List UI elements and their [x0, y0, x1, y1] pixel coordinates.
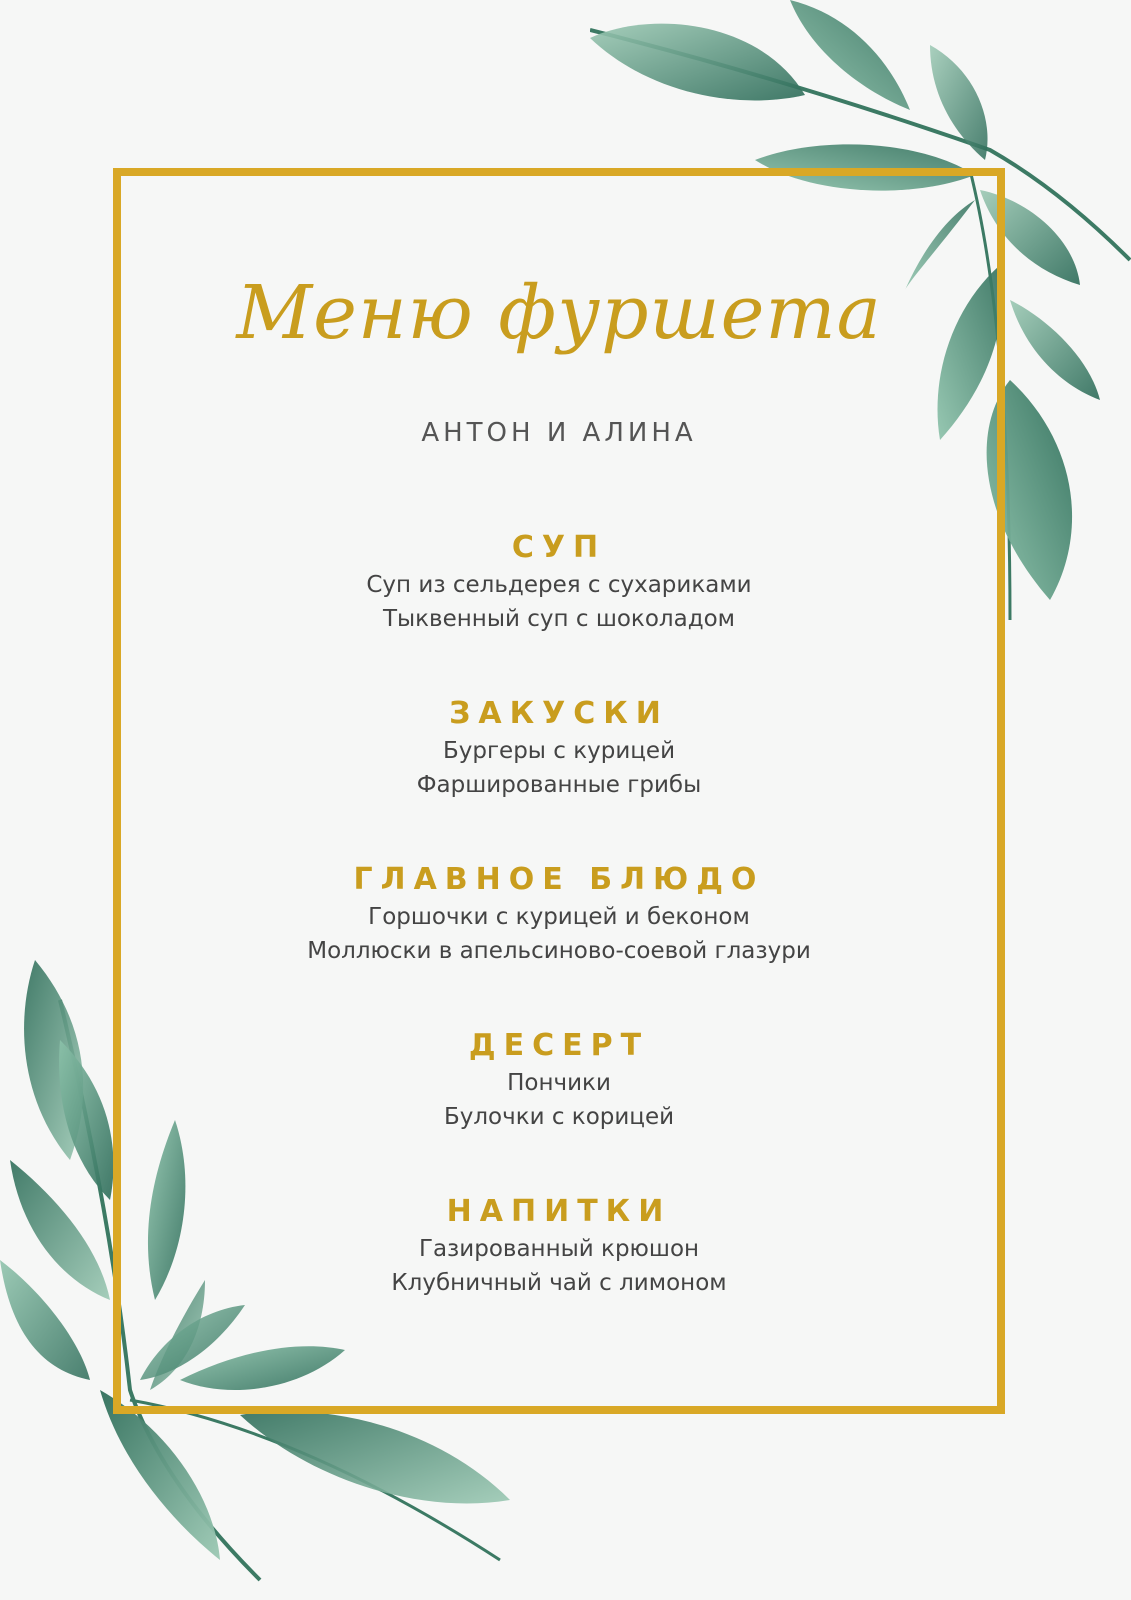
- menu-item: Клубничный чай с лимоном: [391, 1270, 727, 1296]
- section-drinks: [121, 1192, 997, 1300]
- section-title: НАПИТКИ: [446, 1194, 672, 1229]
- menu-item: Бургеры с курицей: [442, 738, 676, 764]
- menu-item: Горшочки с курицей и беконом: [368, 904, 750, 930]
- menu-item: Газированный крюшон: [418, 1236, 700, 1262]
- section-appetizers: [121, 694, 997, 802]
- couple-names: АНТОН И АЛИНА: [421, 418, 697, 448]
- section-dessert: [121, 1026, 997, 1134]
- section-title: ЗАКУСКИ: [449, 696, 669, 731]
- menu-title: Меню фуршета: [236, 270, 882, 356]
- section-title: ДЕСЕРТ: [468, 1028, 650, 1063]
- menu-item: Пончики: [507, 1070, 611, 1096]
- menu-item: Моллюски в апельсиново-соевой глазури: [307, 938, 811, 964]
- menu-item: Суп из сельдерея с сухариками: [366, 572, 752, 598]
- menu-item: Фаршированные грибы: [416, 772, 702, 798]
- section-title: СУП: [511, 530, 607, 565]
- section-soup: [121, 528, 997, 636]
- menu-item: Тыквенный суп с шоколадом: [382, 606, 736, 632]
- section-main-course: [121, 860, 997, 968]
- menu-item: Булочки с корицей: [443, 1104, 675, 1130]
- section-title: ГЛАВНОЕ БЛЮДО: [353, 862, 765, 897]
